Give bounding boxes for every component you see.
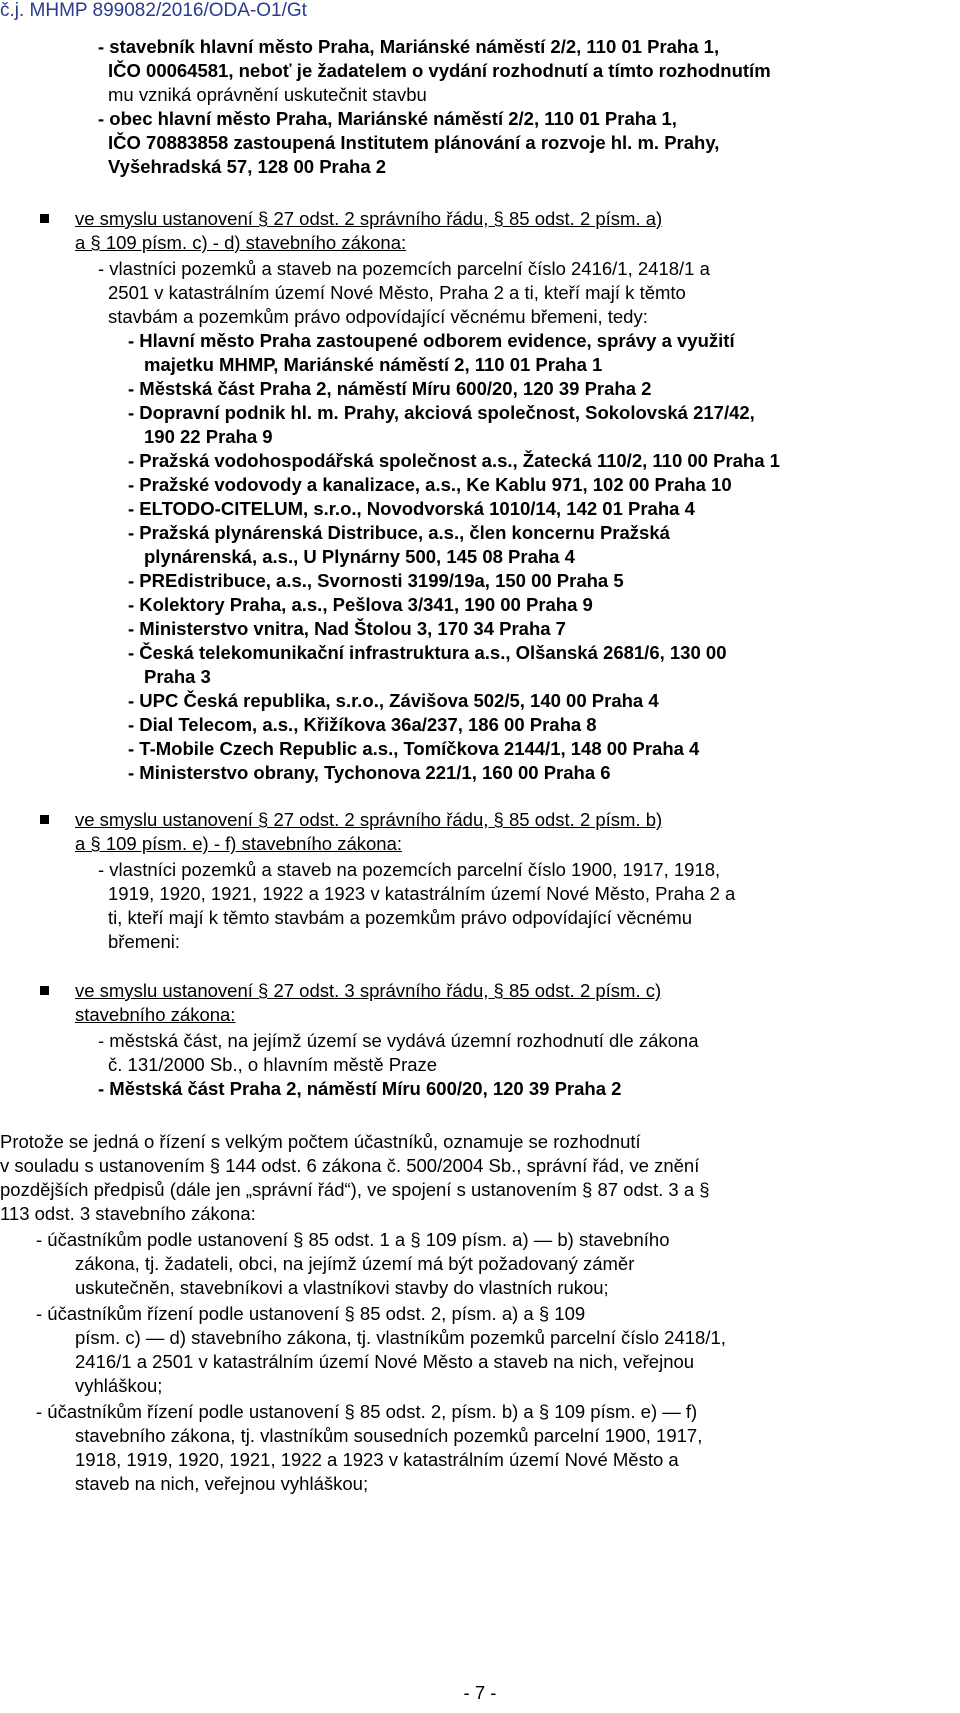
list-item: - účastníkům řízení podle ustanovení § 85 odst. 2, písm. b) a § 109 písm. e) — f) [36, 1401, 698, 1422]
list-item: - Česká telekomunikační infrastruktura a.s., Olšanská 2681/6, 130 00 [128, 642, 727, 663]
section-heading: ve smyslu ustanovení § 27 odst. 2 správního řádu, § 85 odst. 2 písm. a) [75, 208, 663, 229]
list-item: majetku MHMP, Mariánské náměstí 2, 110 01 Praha 1 [144, 354, 603, 375]
list-item: Praha 3 [144, 666, 211, 687]
bullet-square-icon [40, 986, 49, 995]
section-heading: ve smyslu ustanovení § 27 odst. 2 správního řádu, § 85 odst. 2 písm. b) [75, 809, 663, 830]
text-line: IČO 00064581, neboť je žadatelem o vydání rozhodnutí a tímto rozhodnutím [108, 60, 771, 81]
text-line: 1919, 1920, 1921, 1922 a 1923 v katastrálním území Nové Město, Praha 2 a [108, 883, 736, 904]
list-item: písm. c) — d) stavebního zákona, tj. vlastníkům pozemků parcelní číslo 2418/1, [75, 1327, 726, 1348]
section-heading: ve smyslu ustanovení § 27 odst. 3 správního řádu, § 85 odst. 2 písm. c) [75, 980, 662, 1001]
paragraph-line: Protože se jedná o řízení s velkým počtem účastníků, oznamuje se rozhodnutí [0, 1131, 641, 1152]
document-reference-number: č.j. MHMP 899082/2016/ODA-O1/Gt [0, 0, 307, 21]
list-item: - Městská část Praha 2, náměstí Míru 600/20, 120 39 Praha 2 [98, 1078, 622, 1099]
list-item: vyhláškou; [75, 1375, 163, 1396]
list-item: plynárenská, a.s., U Plynárny 500, 145 08 Praha 4 [144, 546, 575, 567]
paragraph-line: 113 odst. 3 stavebního zákona: [0, 1203, 256, 1224]
text-line: - městská část, na jejímž území se vydává územní rozhodnutí dle zákona [98, 1030, 699, 1051]
list-item: - UPC Česká republika, s.r.o., Závišova 502/5, 140 00 Praha 4 [128, 690, 659, 711]
list-item: - Dopravní podnik hl. m. Prahy, akciová společnost, Sokolovská 217/42, [128, 402, 755, 423]
text-line: břemeni: [108, 931, 180, 952]
list-item: stavebního zákona, tj. vlastníkům sousedních pozemků parcelní 1900, 1917, [75, 1425, 703, 1446]
section-heading: stavebního zákona: [75, 1004, 236, 1025]
list-item: - ELTODO-CITELUM, s.r.o., Novodvorská 1010/14, 142 01 Praha 4 [128, 498, 695, 519]
text-line: - vlastníci pozemků a staveb na pozemcích parcelní číslo 1900, 1917, 1918, [98, 859, 721, 880]
text-line: - stavebník hlavní město Praha, Mariánské náměstí 2/2, 110 01 Praha 1, [98, 36, 720, 57]
list-item: - Pražská plynárenská Distribuce, a.s., člen koncernu Pražská [128, 522, 670, 543]
list-item: - Pražské vodovody a kanalizace, a.s., Ke Kablu 971, 102 00 Praha 10 [128, 474, 732, 495]
list-item: - účastníkům řízení podle ustanovení § 85 odst. 2, písm. a) a § 109 [36, 1303, 586, 1324]
list-item: - Pražská vodohospodářská společnost a.s., Žatecká 110/2, 110 00 Praha 1 [128, 450, 780, 471]
text-line: Vyšehradská 57, 128 00 Praha 2 [108, 156, 387, 177]
section-heading: a § 109 písm. e) - f) stavebního zákona: [75, 833, 403, 854]
list-item: - Městská část Praha 2, náměstí Míru 600/20, 120 39 Praha 2 [128, 378, 652, 399]
list-item: - Dial Telecom, a.s., Křižíkova 36a/237, 186 00 Praha 8 [128, 714, 597, 735]
section-heading: a § 109 písm. c) - d) stavebního zákona: [75, 232, 407, 253]
text-line: stavbám a pozemkům právo odpovídající věcnému břemeni, tedy: [108, 306, 648, 327]
list-item: - Ministerstvo vnitra, Nad Štolou 3, 170 34 Praha 7 [128, 618, 566, 639]
list-item: 2416/1 a 2501 v katastrálním území Nové Město a staveb na nich, veřejnou [75, 1351, 695, 1372]
list-item: - účastníkům podle ustanovení § 85 odst. 1 a § 109 písm. a) — b) stavebního [36, 1229, 670, 1250]
paragraph-line: v souladu s ustanovením § 144 odst. 6 zákona č. 500/2004 Sb., správní řád, ve znění [0, 1155, 700, 1176]
text-line: IČO 70883858 zastoupená Institutem plánování a rozvoje hl. m. Prahy, [108, 132, 720, 153]
bullet-square-icon [40, 214, 49, 223]
paragraph-line: pozdějších předpisů (dále jen „správní řád“), ve spojení s ustanovením § 87 odst. 3 a § [0, 1179, 710, 1200]
list-item: - Ministerstvo obrany, Tychonova 221/1, 160 00 Praha 6 [128, 762, 611, 783]
list-item: - Hlavní město Praha zastoupené odborem evidence, správy a využití [128, 330, 735, 351]
page-number: - 7 - [463, 1682, 497, 1703]
list-item: - T-Mobile Czech Republic a.s., Tomíčkova 2144/1, 148 00 Praha 4 [128, 738, 700, 759]
list-item: 190 22 Praha 9 [144, 426, 273, 447]
text-line: - vlastníci pozemků a staveb na pozemcích parcelní číslo 2416/1, 2418/1 a [98, 258, 710, 279]
list-item: - PREdistribuce, a.s., Svornosti 3199/19a, 150 00 Praha 5 [128, 570, 624, 591]
text-line: 2501 v katastrálním území Nové Město, Praha 2 a ti, kteří mají k těmto [108, 282, 686, 303]
list-item: 1918, 1919, 1920, 1921, 1922 a 1923 v katastrálním území Nové Město a [75, 1449, 679, 1470]
text-line: č. 131/2000 Sb., o hlavním městě Praze [108, 1054, 438, 1075]
bullet-square-icon [40, 815, 49, 824]
text-line: ti, kteří mají k těmto stavbám a pozemkům právo odpovídající věcnému [108, 907, 693, 928]
text-line: - obec hlavní město Praha, Mariánské náměstí 2/2, 110 01 Praha 1, [98, 108, 677, 129]
list-item: uskutečněn, stavebníkovi a vlastníkovi stavby do vlastních rukou; [75, 1277, 609, 1298]
list-item: zákona, tj. žadateli, obci, na jejímž území má být požadovaný záměr [75, 1253, 635, 1274]
list-item: staveb na nich, veřejnou vyhláškou; [75, 1473, 369, 1494]
text-line: mu vzniká oprávnění uskutečnit stavbu [108, 84, 427, 105]
list-item: - Kolektory Praha, a.s., Pešlova 3/341, 190 00 Praha 9 [128, 594, 593, 615]
